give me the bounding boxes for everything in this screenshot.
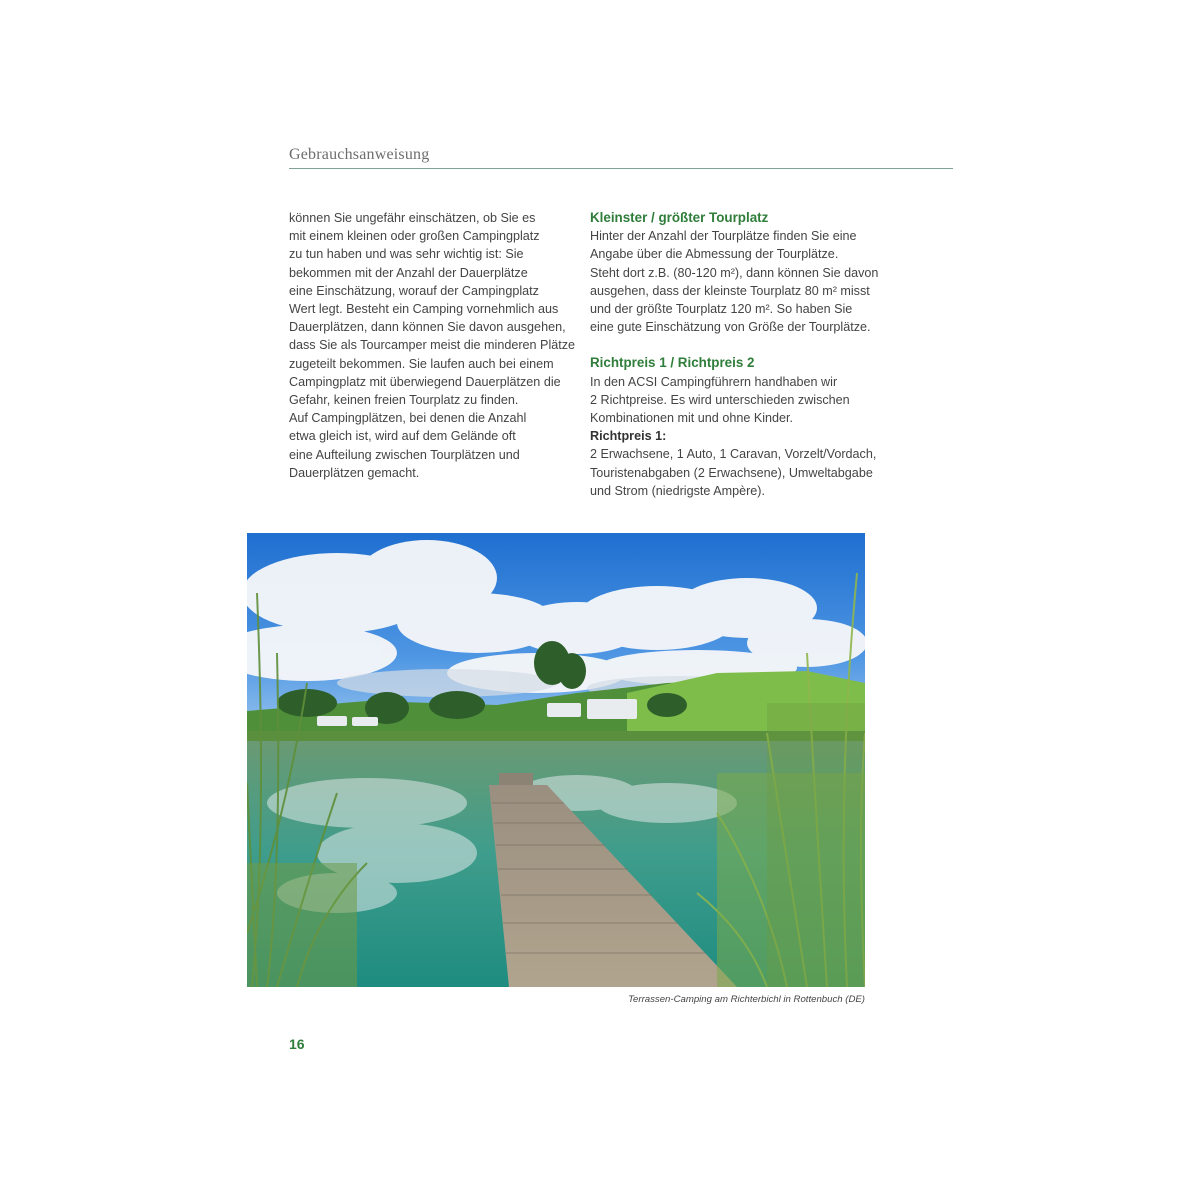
- text-line: In den ACSI Campingführern handhaben wir: [590, 374, 838, 389]
- text-line: Dauerplätzen gemacht.: [289, 465, 420, 480]
- text-line: Kombinationen mit und ohne Kinder.: [590, 411, 794, 426]
- text-line: 2 Richtpreise. Es wird unterschieden zwischen: [590, 392, 850, 407]
- running-header: Gebrauchsanweisung: [289, 146, 430, 163]
- lake-jetty-photo: [247, 533, 865, 987]
- text-line: ausgehen, dass der kleinste Tourplatz 80 m² misst: [590, 283, 870, 298]
- text-line: zu tun haben und was sehr wichtig ist: Sie: [289, 247, 524, 262]
- text-line: Gefahr, keinen freien Tourplatz zu finden.: [289, 393, 519, 408]
- text-line: zugeteilt bekommen. Sie laufen auch bei einem: [289, 356, 554, 371]
- text-line: und Strom (niedrigste Ampère).: [590, 483, 765, 498]
- text-line: eine gute Einschätzung von Größe der Tourplätze.: [590, 320, 871, 335]
- text-line: Angabe über die Abmessung der Tourplätze.: [590, 247, 839, 262]
- header-rule: [289, 168, 953, 169]
- text-line: Touristenabgaben (2 Erwachsene), Umweltabgabe: [590, 465, 873, 480]
- text-line: bekommen mit der Anzahl der Dauerplätze: [289, 265, 528, 280]
- right-column: [590, 209, 880, 500]
- text-line: können Sie ungefähr einschätzen, ob Sie es: [289, 211, 536, 225]
- text-line: eine Einschätzung, worauf der Campingplatz: [289, 283, 539, 298]
- richtpreis-subheading: Richtpreis 1:: [590, 429, 667, 444]
- text-line: Wert legt. Besteht ein Camping vornehmlich aus: [289, 302, 559, 317]
- section-heading-tourplatz: Kleinster / größter Tourplatz: [590, 210, 769, 225]
- text-line: Dauerplätzen, dann können Sie davon ausgehen,: [289, 320, 566, 335]
- text-line: und der größte Tourplatz 120 m². So haben Sie: [590, 302, 853, 317]
- paragraph-gap: [590, 336, 880, 354]
- section-heading-richtpreis: Richtpreis 1 / Richtpreis 2: [590, 355, 755, 371]
- text-line: dass Sie als Tourcamper meist die minderen Plätze: [289, 338, 576, 353]
- page-number: 16: [289, 1036, 305, 1052]
- text-line: eine Aufteilung zwischen Tourplätzen und: [289, 447, 520, 462]
- text-line: Hinter der Anzahl der Tourplätze finden Sie eine: [590, 229, 857, 244]
- text-line: Steht dort z.B. (80-120 m²), dann können Sie davon: [590, 265, 879, 280]
- left-column: [289, 209, 574, 482]
- text-line: Auf Campingplätzen, bei denen die Anzahl: [289, 411, 527, 426]
- text-line: mit einem kleinen oder großen Campingplatz: [289, 229, 540, 244]
- text-line: Campingplatz mit überwiegend Dauerplätzen die: [289, 374, 561, 389]
- photo-caption: Terrassen-Camping am Richterbichl in Rottenbuch (DE): [628, 994, 865, 1005]
- text-line: etwa gleich ist, wird auf dem Gelände oft: [289, 429, 516, 444]
- text-line: 2 Erwachsene, 1 Auto, 1 Caravan, Vorzelt/Vordach,: [590, 447, 877, 462]
